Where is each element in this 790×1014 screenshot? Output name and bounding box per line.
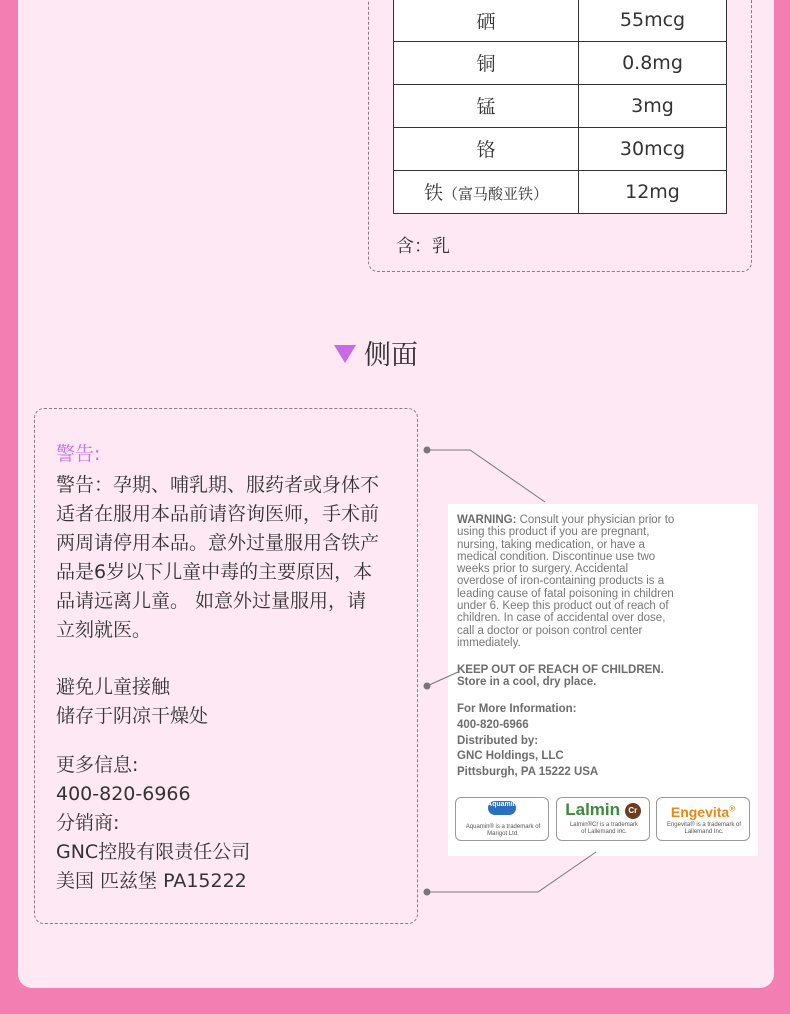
text-line: weeks prior to surgery. Accidental (457, 563, 629, 576)
section-heading (334, 333, 418, 372)
text-line: under 6. Keep this product out of reach of (457, 600, 669, 613)
text-line: 立刻就医。 (56, 619, 152, 641)
text-line: 储存于阴凉干燥处 (56, 705, 209, 727)
text-line: of Lallemand Inc. (581, 829, 627, 835)
nutrient-name: 硒 (394, 0, 579, 41)
nutrient-name: 铬 (394, 127, 579, 170)
nutrient-amount: 55mcg (579, 0, 727, 41)
logo-name-text: Engevita (670, 804, 730, 820)
text-line: 品是6岁以下儿童中毒的主要原因，本 (56, 561, 373, 583)
info-text (56, 751, 250, 896)
logo-name (557, 800, 649, 820)
registered-mark: ® (729, 804, 736, 814)
label-warning (457, 514, 674, 649)
text-line: Consult your physician prior to (516, 514, 675, 526)
logo-trademark (561, 822, 647, 836)
nutrient-amount: 12mg (579, 170, 727, 213)
text-line: 品请远离儿童。 如意外过量服用，请 (56, 590, 367, 612)
warning-text (56, 471, 379, 645)
label-storage (457, 664, 664, 689)
warning-title: 警告: (56, 443, 101, 465)
text-line: Lallemand Inc. (684, 829, 724, 835)
text-line: For More Information: (457, 703, 577, 715)
logo-name: Aquamin (487, 801, 517, 808)
text-line: 适者在服用本品前请咨询医师，手术前 (56, 503, 380, 525)
nutrient-name (394, 170, 579, 213)
nutrient-name: 锰 (394, 84, 579, 127)
table-row (394, 0, 727, 41)
nutrient-amount: 0.8mg (579, 41, 727, 84)
text-line: Pittsburgh, PA 15222 USA (457, 766, 599, 779)
logo-name-text: Lalmin (565, 800, 621, 819)
text-line: 分销商: (56, 812, 120, 834)
text-line: GNC Holdings, LLC (457, 750, 564, 763)
text-line: leading cause of fatal poisoning in children (457, 587, 674, 600)
nutrient-name: 铜 (394, 41, 579, 84)
text-line: overdose of iron-containing products is a (457, 575, 665, 588)
text-line: GNC控股有限责任公司 (56, 841, 251, 863)
logo-trademark (661, 822, 747, 836)
text-line: Engevita® is a trademark of (666, 822, 742, 828)
text-line: 避免儿童接触 (56, 676, 171, 698)
text-line: immediately. (457, 636, 521, 649)
lalmin-logo (556, 797, 650, 841)
table-row (394, 41, 727, 84)
text-line: children. In case of accidental over dose, (457, 612, 666, 625)
storage-text (56, 673, 208, 731)
text-line: medical condition. Discontinue use two (457, 550, 656, 563)
iron-note: （富马酸亚铁） (443, 185, 549, 203)
text-line: Lalmin®Cr is a trademark (569, 822, 639, 828)
nutrient-amount: 30mcg (579, 127, 727, 170)
aquamin-logo (455, 797, 549, 841)
text-line: 更多信息: (56, 754, 139, 776)
text-line: Marigot Ltd. (487, 831, 519, 837)
label-info (457, 702, 598, 781)
nutrition-table (393, 0, 727, 214)
label-warning-head: WARNING: (457, 514, 517, 526)
text-line: 警告：孕期、哺乳期、服药者或身体不 (56, 474, 380, 496)
text-line: Aquamin® is a trademark of (465, 824, 541, 830)
table-row (394, 127, 727, 170)
text-line: nursing, taking medication, or have a (457, 538, 645, 551)
text-line: KEEP OUT OF REACH OF CHILDREN. (457, 664, 664, 676)
table-row (394, 84, 727, 127)
text-line: 两周请停用本品。意外过量服用含铁产 (56, 532, 380, 554)
table-row (394, 170, 727, 213)
text-line: call a doctor or poison control center (457, 624, 643, 637)
text-line: using this product if you are pregnant, (457, 526, 650, 539)
product-label-image (448, 504, 758, 856)
allergen-note: 含：乳 (396, 236, 450, 257)
text-line: 400-820-6966 (56, 783, 191, 805)
engevita-logo (656, 797, 750, 841)
section-title: 侧面 (364, 340, 418, 371)
text-line: Distributed by: (457, 734, 539, 747)
logo-name (657, 804, 749, 820)
triangle-down-icon (334, 345, 356, 363)
nutrient-amount: 3mg (579, 84, 727, 127)
text-line: 美国 匹兹堡 PA15222 (56, 870, 247, 892)
text-line: Store in a cool, dry place. (457, 676, 597, 689)
chromium-badge-icon: Cr (625, 803, 641, 819)
text-line: 400-820-6966 (457, 718, 529, 731)
logo-trademark (460, 824, 546, 838)
iron-name: 铁 (423, 182, 443, 204)
